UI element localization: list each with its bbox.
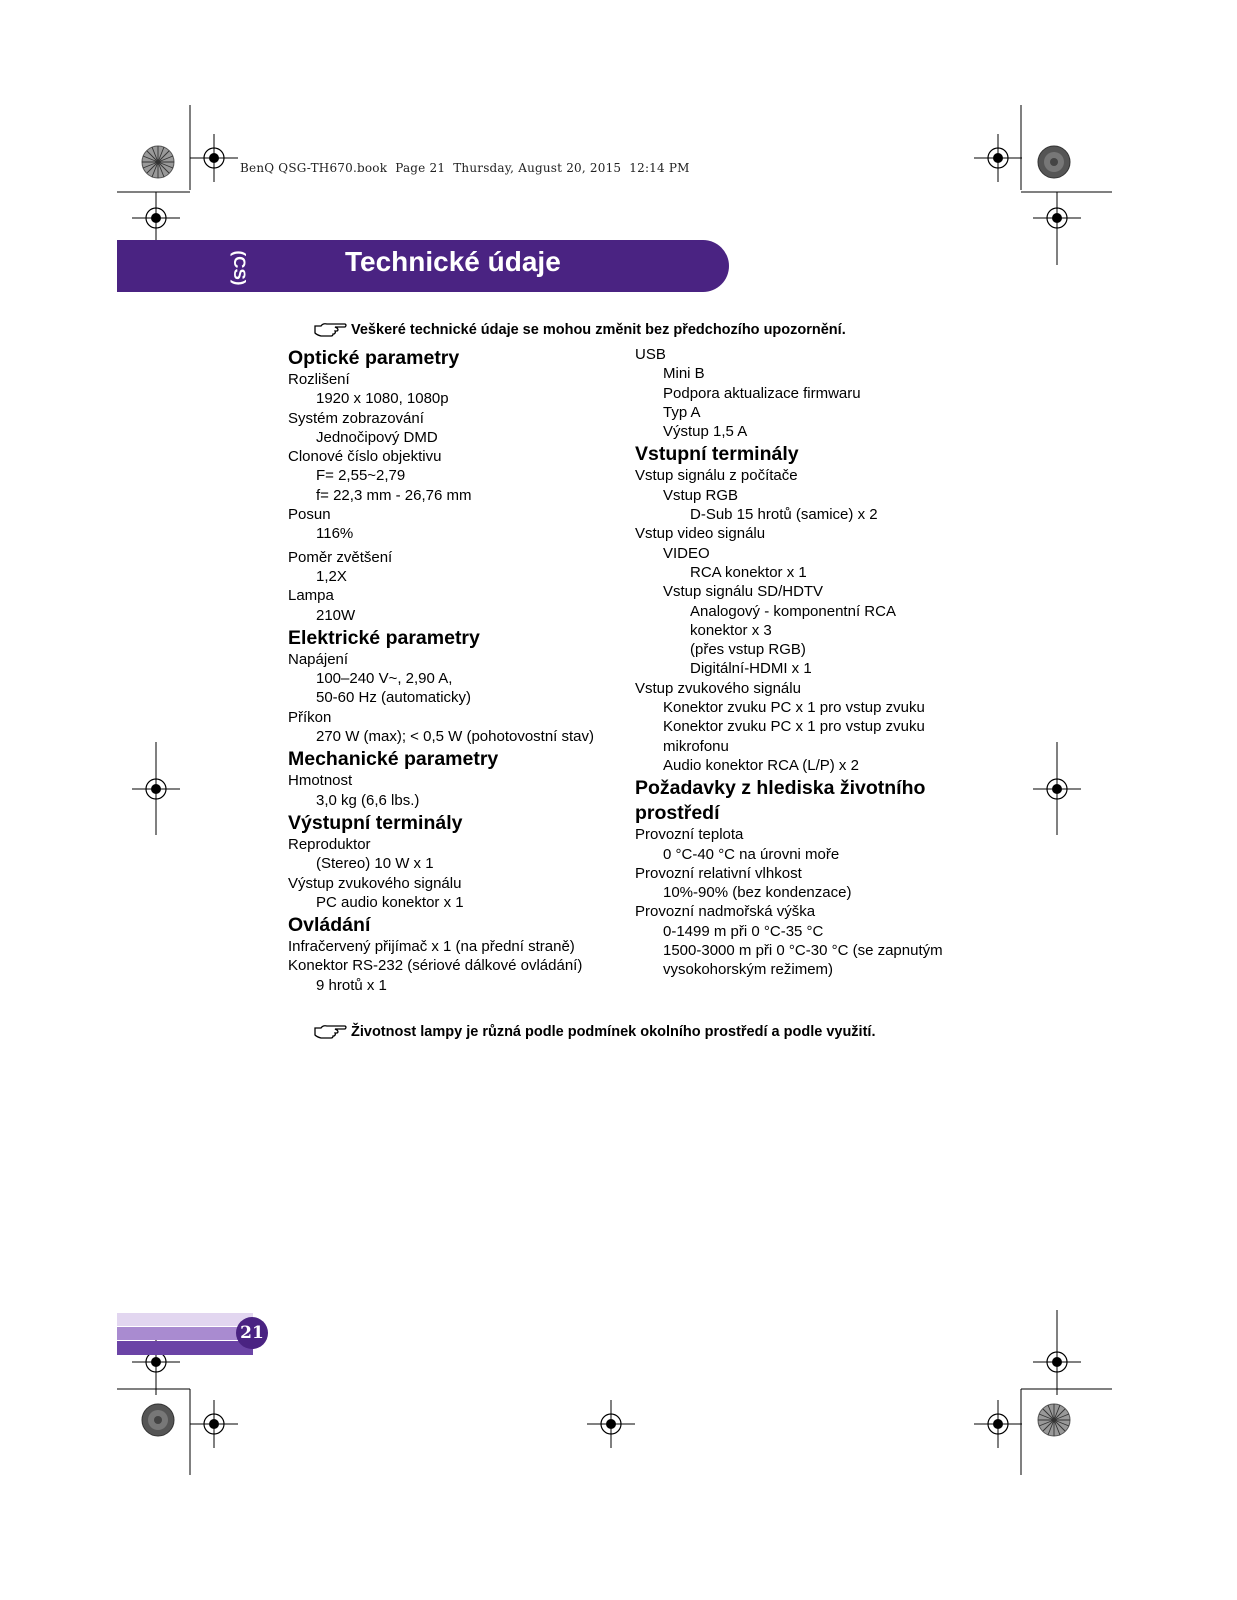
print-header: BenQ QSG-TH670.book Page 21 Thursday, August 20, 2015 12:14 PM <box>240 161 690 175</box>
section-heading: Požadavky z hlediska životního <box>635 777 926 800</box>
spec-line: (přes vstup RGB) <box>690 641 806 659</box>
section-heading: Ovládání <box>288 914 371 937</box>
spec-line: Analogový - komponentní RCA <box>690 602 896 620</box>
spec-line: Hmotnost <box>288 772 353 790</box>
spec-line: Vstup video signálu <box>635 525 766 543</box>
spec-line: Vstup zvukového signálu <box>635 679 801 697</box>
spec-line: Napájení <box>288 650 349 668</box>
language-tab: (CS) <box>230 250 249 286</box>
note-bottom-text: Životnost lampy je různá podle podmínek okolního prostředí a podle využití. <box>351 1024 876 1040</box>
spec-line: 50-60 Hz (automaticky) <box>316 689 472 707</box>
left-column <box>288 345 608 995</box>
spec-line: Provozní relativní vlhkost <box>635 864 802 882</box>
spec-line: vysokohorským režimem) <box>663 961 834 979</box>
spec-line: Výstup zvukového signálu <box>288 874 462 892</box>
section-heading: Elektrické parametry <box>288 626 480 649</box>
spec-line: Konektor RS-232 (sériové dálkové ovládání) <box>288 957 583 975</box>
spec-line: Lampa <box>288 587 334 605</box>
spec-line: Provozní teplota <box>635 826 744 844</box>
spec-line: Reproduktor <box>288 835 371 853</box>
spec-line: Jednočipový DMD <box>316 428 438 446</box>
spec-line: PC audio konektor x 1 <box>316 893 464 911</box>
spec-line: mikrofonu <box>663 737 729 755</box>
spec-line: konektor x 3 <box>690 621 772 639</box>
spec-line: VIDEO <box>663 544 710 562</box>
spec-line: Příkon <box>288 708 332 726</box>
page-title: Technické údaje <box>345 246 561 277</box>
section-heading: prostředí <box>635 802 720 825</box>
spec-line: 1,2X <box>316 567 347 585</box>
spec-line: 0 °C-40 °C na úrovni moře <box>663 845 840 863</box>
spec-line: Posun <box>288 506 331 524</box>
spec-line: USB <box>635 346 666 363</box>
section-heading: Mechanické parametry <box>288 748 499 771</box>
spec-line: Konektor zvuku PC x 1 pro vstup zvuku <box>663 718 925 736</box>
spec-line: Výstup 1,5 A <box>663 423 748 441</box>
spec-line: 10%-90% (bez kondenzace) <box>663 884 852 902</box>
spec-line: 0-1499 m při 0 °C-35 °C <box>663 922 824 940</box>
note-bottom <box>313 1023 875 1040</box>
spec-line: f= 22,3 mm - 26,76 mm <box>316 486 472 504</box>
section-heading: Výstupní terminály <box>288 811 463 834</box>
spec-line: Poměr zvětšení <box>288 548 393 566</box>
spec-line: 9 hrotů x 1 <box>316 976 387 994</box>
page-number: 21 <box>236 1317 268 1349</box>
pointing-hand-icon <box>313 321 349 337</box>
spec-line: F= 2,55~2,79 <box>316 467 406 485</box>
spec-line: Audio konektor RCA (L/P) x 2 <box>663 756 859 774</box>
spec-line: Rozlišení <box>288 371 350 388</box>
spec-line: Typ A <box>663 403 701 421</box>
spec-line: 100–240 V~, 2,90 A, <box>316 670 453 688</box>
spec-line: Infračervený přijímač x 1 (na přední straně) <box>288 938 575 956</box>
spec-line: Podpora aktualizace firmwaru <box>663 384 861 402</box>
spec-line: Vstup RGB <box>663 486 739 504</box>
section-heading: Vstupní terminály <box>635 443 799 466</box>
spec-line: (Stereo) 10 W x 1 <box>316 855 434 873</box>
spec-line: Provozní nadmořská výška <box>635 903 816 921</box>
spec-line: Clonové číslo objektivu <box>288 448 442 466</box>
spec-line: RCA konektor x 1 <box>690 563 807 581</box>
spec-line: 270 W (max); < 0,5 W (pohotovostní stav) <box>316 728 595 746</box>
section-heading: Optické parametry <box>288 347 460 369</box>
spec-line: Konektor zvuku PC x 1 pro vstup zvuku <box>663 699 925 717</box>
spec-line: Vstup signálu SD/HDTV <box>663 583 824 601</box>
spec-line: 3,0 kg (6,6 lbs.) <box>316 791 420 809</box>
spec-line: Digitální-HDMI x 1 <box>690 660 812 678</box>
spec-line: 1920 x 1080, 1080p <box>316 390 449 408</box>
spec-line: D-Sub 15 hrotů (samice) x 2 <box>690 506 878 524</box>
spec-line: Vstup signálu z počítače <box>635 467 798 485</box>
pointing-hand-icon <box>313 1023 349 1039</box>
note-top <box>313 321 846 338</box>
note-top-text: Veškeré technické údaje se mohou změnit bez předchozího upozornění. <box>351 322 846 338</box>
spec-line: 116% <box>316 525 354 543</box>
spec-line: Systém zobrazování <box>288 409 424 427</box>
spec-line: 210W <box>316 606 356 624</box>
spec-line: Mini B <box>663 365 705 383</box>
right-column <box>635 345 965 980</box>
spec-line: 1500-3000 m při 0 °C-30 °C (se zapnutým <box>663 942 943 960</box>
